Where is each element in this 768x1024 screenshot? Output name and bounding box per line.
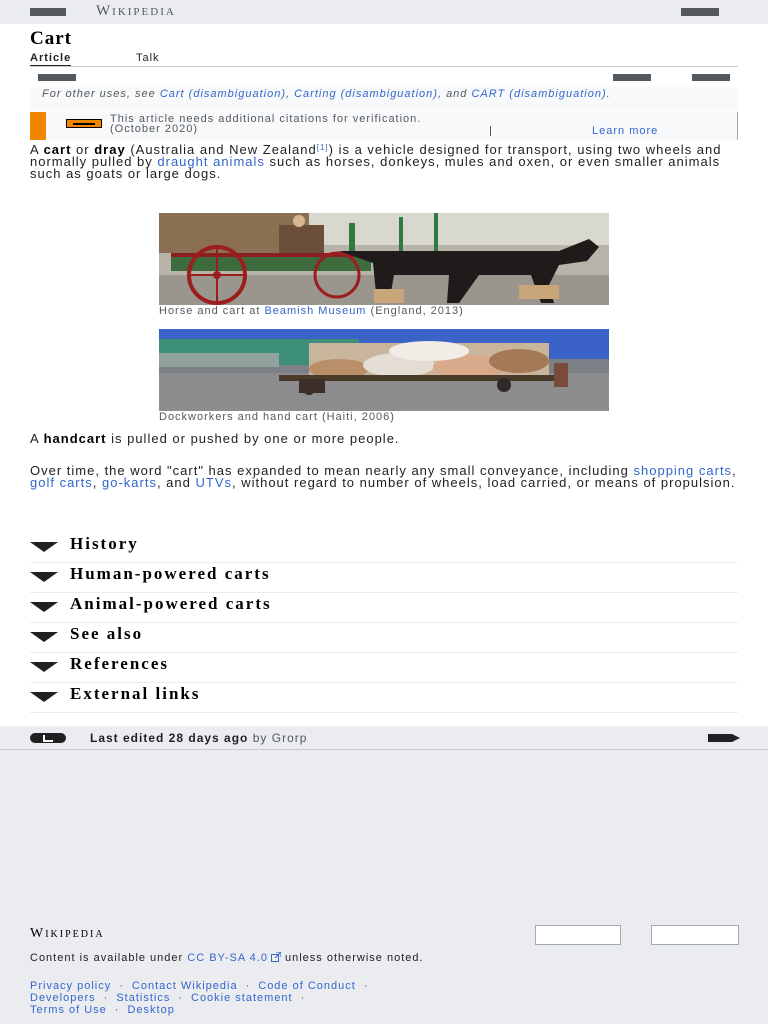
horse-cart-image[interactable]: [159, 213, 609, 305]
draught-animals-link[interactable]: draught animals: [157, 154, 265, 169]
developers-link[interactable]: Developers: [30, 992, 96, 1004]
section-title: References: [70, 654, 169, 673]
collapsible-sections: [30, 533, 738, 713]
section-title: See also: [70, 624, 144, 643]
chevron-down-icon: [30, 692, 58, 702]
section-human-powered-carts[interactable]: [30, 563, 738, 593]
chevron-down-icon: [30, 632, 58, 642]
footer-separator: ·: [114, 1004, 120, 1016]
handcart-paragraph: [30, 433, 740, 445]
text-run: Over time, the word "cart" has expanded to mean nearly any small conveyance, including: [30, 463, 634, 478]
footer-wordmark: Wikipedia: [30, 926, 105, 941]
footer-separator: ·: [363, 980, 369, 992]
cc-by-sa-link[interactable]: CC BY-SA 4.0: [187, 952, 268, 964]
contact-wikipedia-link[interactable]: Contact Wikipedia: [131, 980, 238, 992]
last-edited-text: [90, 731, 307, 745]
notice-color-bar: [30, 112, 46, 140]
text-run: ) is a vehicle designed for transport, using two wheels and normally pulled by: [30, 142, 722, 169]
language-button[interactable]: [38, 74, 76, 81]
text-run: A: [30, 142, 44, 157]
text-run: A: [30, 431, 44, 446]
bold-term-cart: cart: [43, 142, 72, 157]
conveyance-paragraph: [30, 465, 740, 489]
chevron-down-icon: [30, 602, 58, 612]
notice-text: [110, 114, 421, 134]
watch-star-button[interactable]: [613, 74, 651, 81]
section-title: History: [70, 534, 139, 553]
statistics-link[interactable]: Statistics: [116, 992, 171, 1004]
figure-caption: Dockworkers and hand cart (Haiti, 2006): [159, 411, 395, 423]
footer-logo-wikimedia[interactable]: [535, 925, 621, 945]
external-link-icon: [271, 952, 281, 962]
learn-more-link[interactable]: Learn more: [592, 125, 659, 137]
footer-separator: ·: [178, 992, 183, 1004]
hand-cart-photo: [159, 329, 609, 411]
footer-separator: ·: [300, 992, 306, 1004]
lead-paragraph: [30, 144, 740, 180]
text-run: , and: [156, 475, 196, 490]
text-run: ,: [92, 475, 102, 490]
hatnote-sep: ,: [285, 88, 295, 100]
text-run: , without regard to number of wheels, load carried, or means of propulsion.: [231, 475, 736, 490]
notice-divider: [490, 126, 491, 136]
hand-cart-image[interactable]: [159, 329, 609, 411]
search-button[interactable]: [681, 8, 719, 16]
terms-of-use-link[interactable]: Terms of Use: [30, 1004, 107, 1016]
footer-separator: ·: [119, 980, 124, 992]
footer-logo-mediawiki[interactable]: [651, 925, 739, 945]
main-menu-button[interactable]: [30, 8, 66, 16]
section-title: Animal-powered carts: [70, 594, 272, 613]
reference-link[interactable]: [1]: [316, 143, 329, 152]
footer-links: [30, 980, 740, 1016]
hatnote-prefix: For other uses, see: [42, 88, 160, 100]
license-text: Content is available under: [30, 952, 188, 964]
issue-icon: [66, 119, 102, 128]
shopping-carts-link[interactable]: shopping carts: [633, 463, 733, 478]
figure-horse-cart: [159, 213, 609, 316]
license-notice: [30, 952, 740, 964]
chevron-down-icon: [30, 542, 58, 552]
notice-message: This article needs additional citations for verification.: [110, 113, 422, 125]
section-animal-powered-carts[interactable]: [30, 593, 738, 623]
section-external-links[interactable]: [30, 683, 738, 713]
section-title: External links: [70, 684, 201, 703]
hatnote-suffix: .: [606, 88, 611, 100]
hatnote: [30, 87, 738, 111]
text-run: or: [71, 142, 95, 157]
wikipedia-wordmark[interactable]: Wikipedia: [96, 3, 176, 19]
chevron-down-icon: [30, 572, 58, 582]
footer-separator: ·: [103, 992, 109, 1004]
caption-text: Horse and cart at: [159, 305, 265, 317]
caption-text: (England, 2013): [366, 305, 464, 317]
code-of-conduct-link[interactable]: Code of Conduct: [258, 980, 356, 992]
text-run: (Australia and New Zealand: [125, 142, 317, 157]
citation-notice[interactable]: [30, 112, 738, 140]
edit-page-button[interactable]: [692, 74, 730, 81]
privacy-policy-link[interactable]: Privacy policy: [30, 980, 112, 992]
tab-talk[interactable]: Talk: [136, 52, 160, 64]
beamish-museum-link[interactable]: Beamish Museum: [264, 305, 367, 317]
page-title: Cart: [30, 28, 72, 49]
hatnote-sep: , and: [437, 88, 472, 100]
text-run: such as horses, donkeys, mules and oxen, or even smaller animals such as goats or large dogs.: [30, 154, 721, 181]
section-see-also[interactable]: [30, 623, 738, 653]
hatnote-link-carting-disambiguation[interactable]: Carting (disambiguation): [294, 88, 438, 100]
chevron-right-icon: [708, 734, 740, 742]
chevron-down-icon: [30, 662, 58, 672]
last-edited-time: Last edited 28 days ago: [90, 731, 249, 745]
figure-hand-cart: [159, 329, 609, 422]
section-references[interactable]: [30, 653, 738, 683]
history-clock-icon: [30, 733, 66, 743]
last-editor: by Grorp: [248, 731, 308, 745]
figure-caption: [159, 307, 609, 316]
hatnote-link-cart-acronym-disambiguation[interactable]: CART (disambiguation): [471, 88, 607, 100]
notice-date: (October 2020): [110, 123, 198, 135]
horse-cart-photo: [159, 213, 609, 305]
bold-term-dray: dray: [94, 142, 126, 157]
last-edited-bar[interactable]: [0, 726, 768, 750]
footer-separator: ·: [245, 980, 251, 992]
article-content: [0, 24, 768, 726]
desktop-view-link[interactable]: Desktop: [127, 1004, 175, 1016]
license-text: unless otherwise noted.: [280, 952, 424, 964]
section-history[interactable]: [30, 533, 738, 563]
utvs-link[interactable]: UTVs: [195, 475, 232, 490]
section-title: Human-powered carts: [70, 564, 271, 583]
text-run: ,: [732, 463, 737, 478]
hatnote-link-cart-disambiguation[interactable]: Cart (disambiguation): [159, 88, 286, 100]
text-run: is pulled or pushed by one or more people.: [106, 431, 400, 446]
golf-carts-link[interactable]: golf carts: [30, 475, 93, 490]
tabs-divider: [30, 66, 738, 67]
go-karts-link[interactable]: go-karts: [101, 475, 157, 490]
bold-term-handcart: handcart: [43, 431, 107, 446]
cookie-statement-link[interactable]: Cookie statement: [191, 992, 293, 1004]
tab-article[interactable]: Article: [30, 52, 71, 67]
top-bar: [0, 0, 768, 24]
